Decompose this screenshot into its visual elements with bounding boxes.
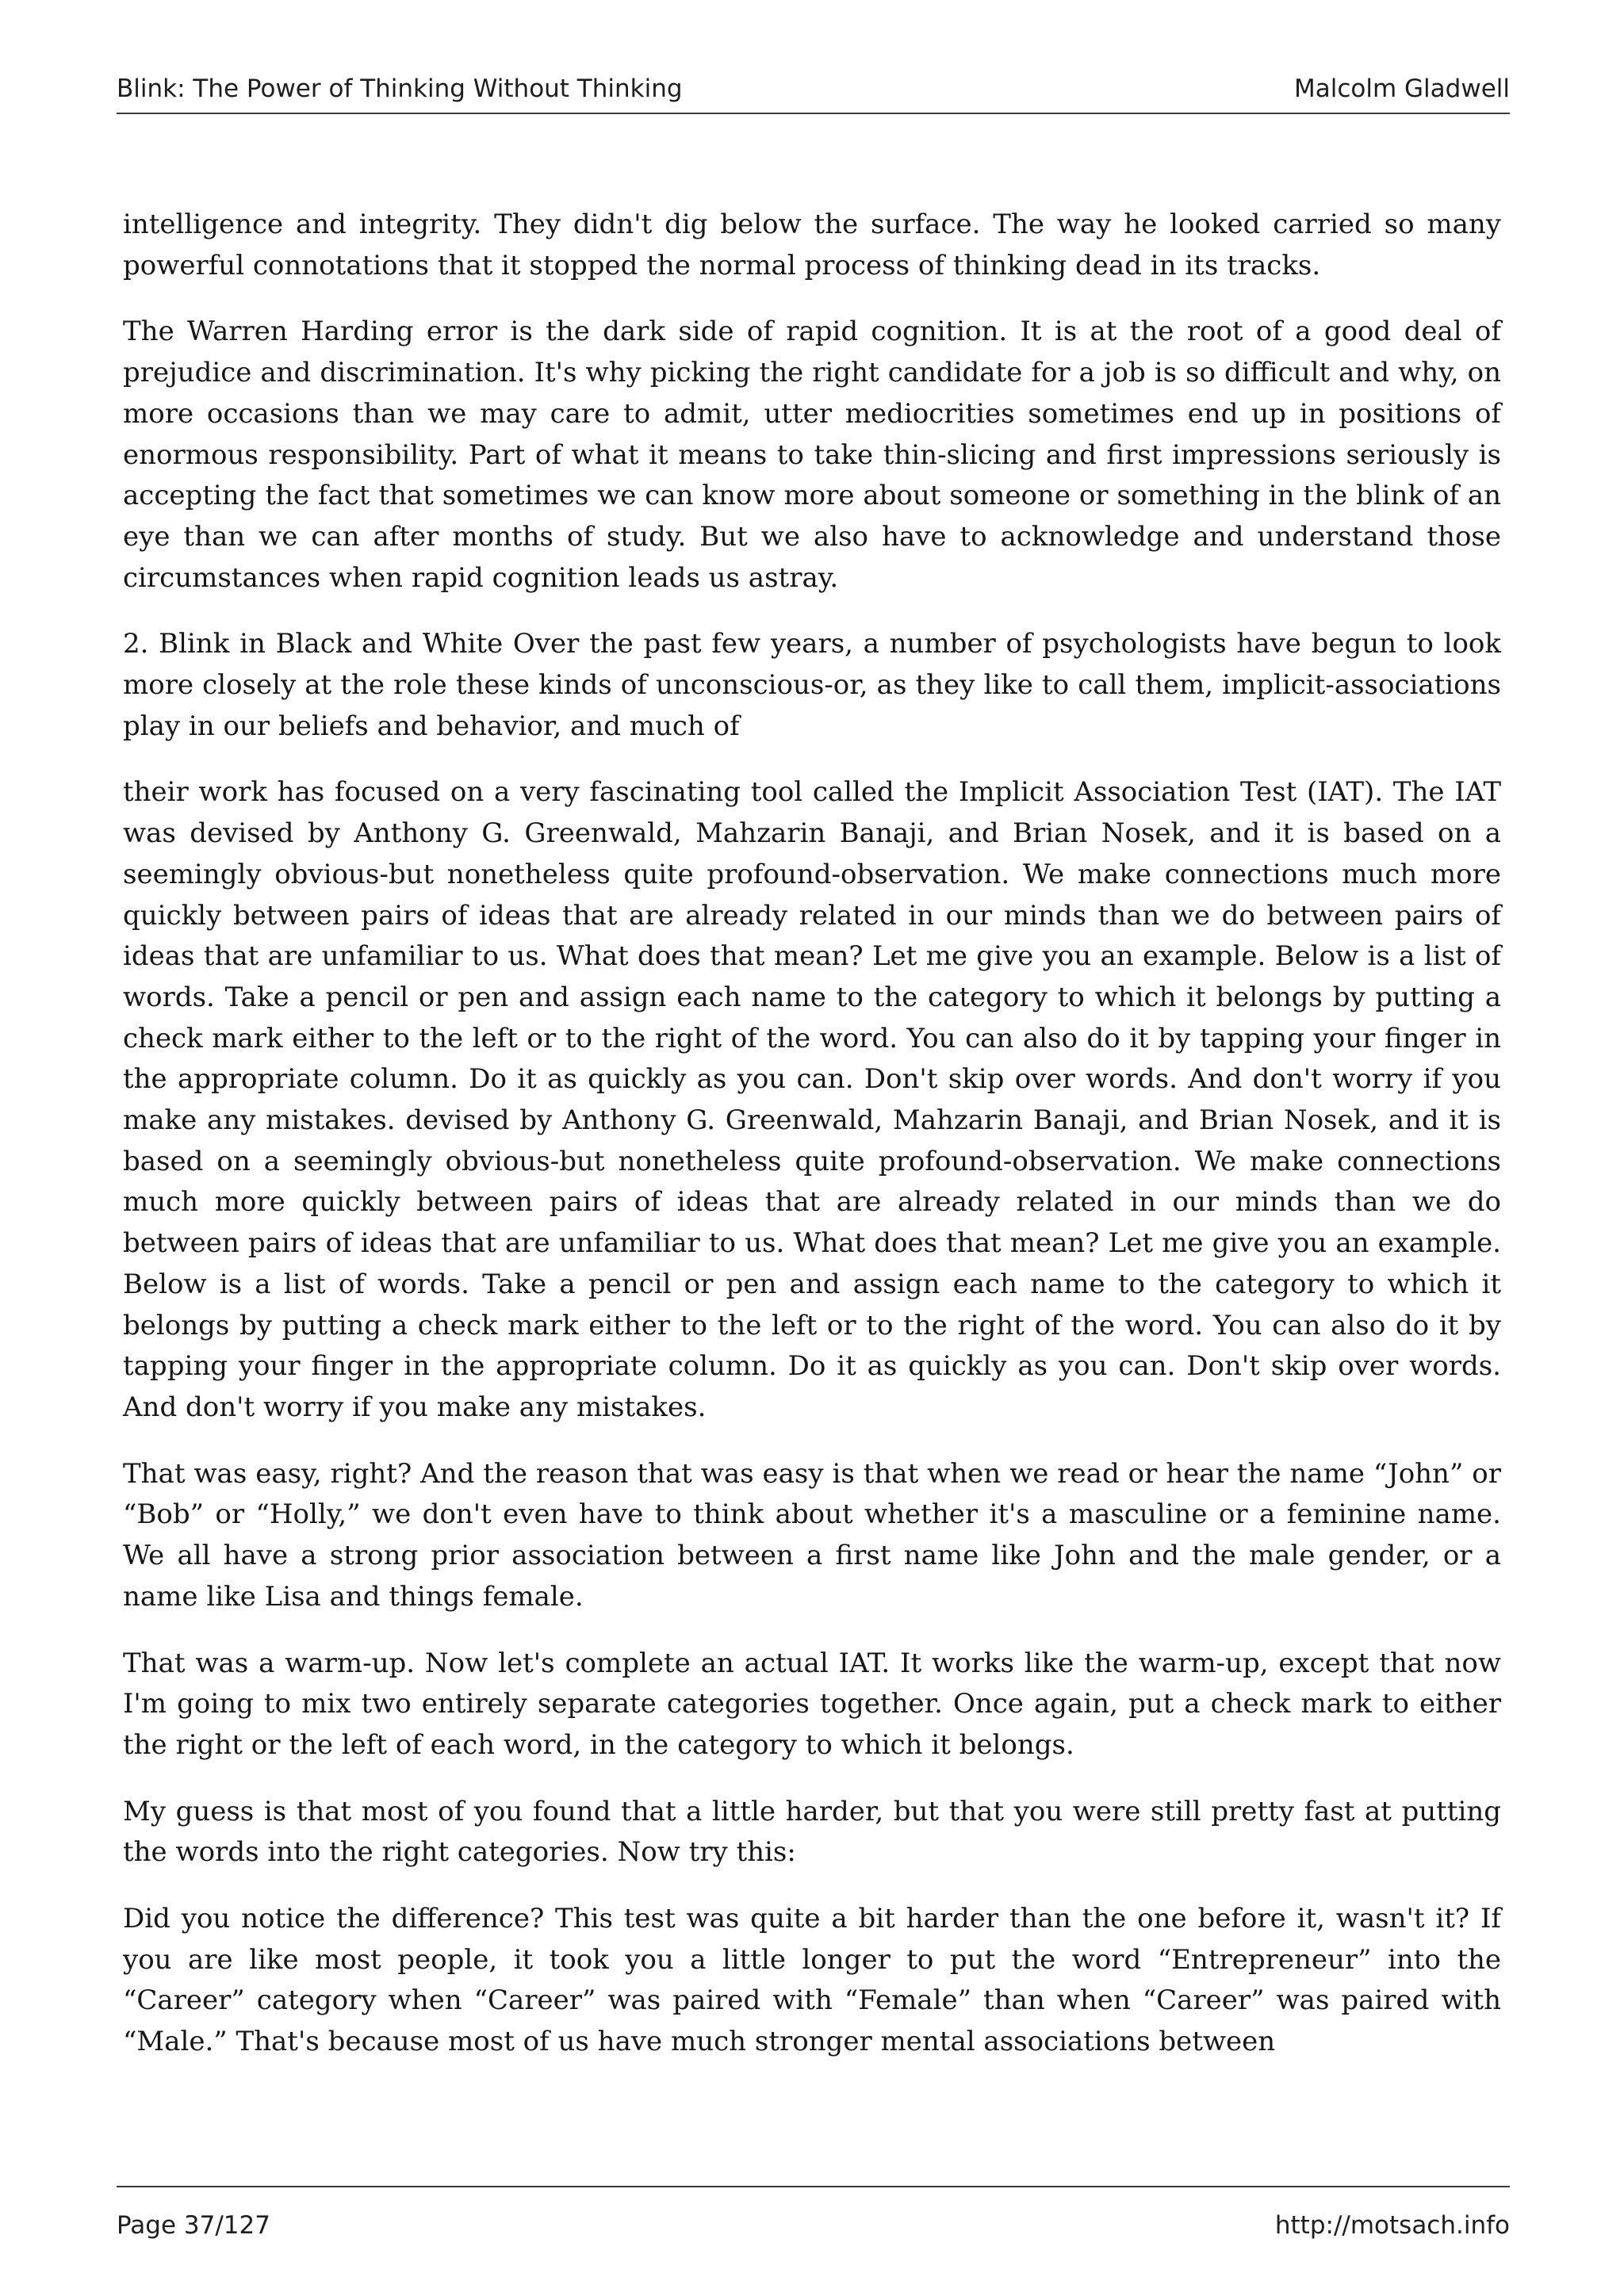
paragraph: their work has focused on a very fascinating tool called the Implicit Association Test (IAT). The IAT was devised by Anthony G. Greenwald, Mahzarin Banaji, and Brian Nosek, and it is based on a seemingly obvious-but nonetheless quite profound-observation. We make connections much more quickly between pairs of ideas that are already related in our minds than we do between pairs of ideas that are unfamiliar to us. What does that mean? Let me give you an example. Below is a list of words. Take a pencil or pen and assign each name to the category to which it belongs by putting a check mark either to the left or to the right of the word. You can also do it by tapping your finger in the appropriate column. Do it as quickly as you can. Don't skip over words. And don't worry if you make any mistakes. devised by Anthony G. Greenwald, Mahzarin Banaji, and Brian Nosek, and it is based on a seemingly obvious-but nonetheless quite profound-observation. We make connections much more quickly between pairs of ideas that are already related in our minds than we do between pairs of ideas that are unfamiliar to us. What does that mean? Let me give you an example. Below is a list of words. Take a pencil or pen and assign each name to the category to which it belongs by putting a check mark either to the left or to the right of the word. You can also do it by tapping your finger in the appropriate column. Do it as quickly as you can. Don't skip over words. And don't worry if you make any mistakes. (123, 776, 1501, 1423)
running-header (117, 73, 1510, 114)
paragraph: That was a warm-up. Now let's complete an actual IAT. It works like the warm-up, except that now I'm going to mix two entirely separate categories together. Once again, put a check mark to either the right or the left of each word, in the category to which it belongs. (123, 1647, 1501, 1761)
site-url: http://motsach.info (1274, 2211, 1510, 2240)
paragraph: 2. Blink in Black and White Over the past few years, a number of psychologists have begun to look more closely at the role these kinds of unconscious-or, as they like to call them, implicit-associations play in our beliefs and behavior, and much of (123, 628, 1501, 742)
paragraph: intelligence and integrity. They didn't dig below the surface. The way he looked carried so many powerful connotations that it stopped the normal process of thinking dead in its tracks. (123, 209, 1501, 281)
author-name: Malcolm Gladwell (1294, 75, 1510, 103)
paragraph: That was easy, right? And the reason that was easy is that when we read or hear the name “John” or “Bob” or “Holly,” we don't even have to think about whether it's a masculine or a feminine name. We all have a strong prior association between a first name like John and the male gender, or a name like Lisa and things female. (123, 1457, 1501, 1613)
paragraph: The Warren Harding error is the dark side of rapid cognition. It is at the root of a good deal of prejudice and discrimination. It's why picking the right candidate for a job is so difficult and why, on more occasions than we may care to admit, utter mediocrities sometimes end up in positions of enormous responsibility. Part of what it means to take thin-slicing and first impressions seriously is accepting the fact that sometimes we can know more about someone or something in the blink of an eye than we can after months of study. But we also have to acknowledge and understand those circumstances when rapid cognition leads us astray. (123, 316, 1501, 594)
paragraph: My guess is that most of you found that a little harder, but that you were still pretty fast at putting the words into the right categories. Now try this: (123, 1795, 1501, 1869)
book-title: Blink: The Power of Thinking Without Thinking (117, 75, 683, 103)
paragraph: Did you notice the difference? This test was quite a bit harder than the one before it, wasn't it? If you are like most people, it took you a little longer to put the word “Entrepreneur” into the “Career” category when “Career” was paired with “Female” than when “Career” was paired with “Male.” That's because most of us have much stronger mental associations between (123, 1903, 1501, 2058)
body-text (123, 205, 1501, 2088)
page-number: Page 37/127 (117, 2211, 270, 2240)
running-footer (117, 2186, 1510, 2249)
